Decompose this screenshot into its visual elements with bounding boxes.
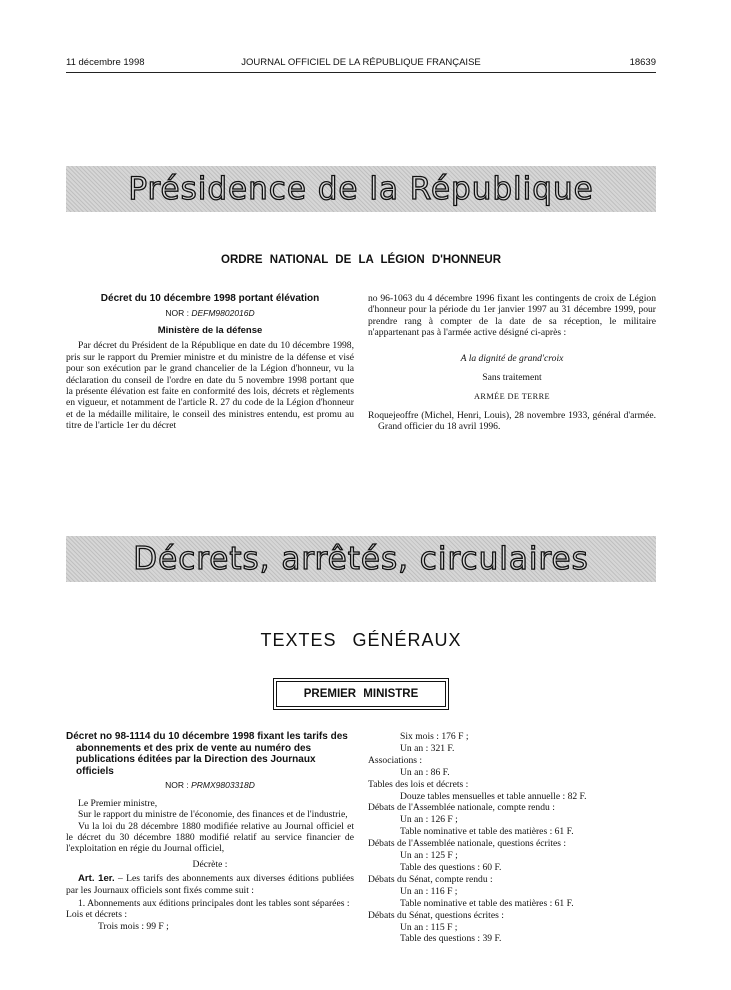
decree-body-text: Par décret du Président de la République en date du 10 décembre 1998, pris sur le rapport du Premier ministre et du ministre de la défense et visé pour son exécution par le grand chancelier de la Légion d'honneur, vu la déclaration du conseil de l'ordre en date du 5 novembre 1998 portant que la présente élévation est faite en conformité des lois, décrets et règlements en vigueur, et notamment de l'article R. 27 du code de la Légion d'honneur et de la médaille militaire, le conseil des ministres entendu, est promu au titre de l'article 1er du décret (66, 340, 354, 432)
item-1: 1. Abonnements aux éditions principales dont les tables sont séparées : (78, 898, 350, 910)
decree-title: Décret no 98-1114 du 10 décembre 1998 fixant les tarifs des abonnements et des prix de vente au numéro des publications éditées par la Direction des Journaux officiels (66, 731, 348, 777)
legion-left-column (66, 293, 354, 432)
decree-title: Décret du 10 décembre 1998 portant élévation (100, 293, 320, 304)
banner-title: Décrets, arrêtés, circulaires (133, 541, 589, 577)
paragraph-vu-loi: Vu la loi du 28 décembre 1880 modifiée relative au Journal officiel et le décret du 30 décembre 1880 modifié relatif au service financier de l'exploitation en régie du Journal officiel, (66, 820, 354, 855)
tariff-line: Un an : 125 F ; (400, 850, 458, 862)
tariff-category: Débats de l'Assemblée nationale, questions écrites : (368, 838, 567, 850)
tariff-category: Débats du Sénat, compte rendu : (368, 873, 493, 885)
tariff-line: Un an : 126 F ; (400, 814, 458, 826)
section-banner-presidence (66, 166, 656, 212)
header-date: 11 décembre 1998 (66, 57, 145, 68)
tariff-line: Table nominative et table des matières : 61 F. (400, 897, 574, 909)
lois-decrets-heading: Lois et décrets : (66, 909, 128, 921)
legion-right-column (368, 293, 656, 433)
treatment-heading: Sans traitement (482, 372, 542, 384)
premier-ministre-box (276, 681, 446, 707)
premier-ministre-label: PREMIER MINISTRE (303, 688, 419, 700)
decrete-heading: Décrète : (192, 858, 228, 870)
nor-reference (66, 780, 354, 791)
banner-title: Présidence de la République (128, 171, 594, 207)
tariff-category: Tables des lois et décrets : (368, 778, 469, 790)
ministry-heading: Ministère de la défense (157, 325, 263, 336)
tariff-category: Débats de l'Assemblée nationale, compte rendu : (368, 802, 555, 814)
header-page-number: 18639 (629, 57, 656, 68)
paragraph-premier-ministre: Le Premier ministre, (78, 797, 158, 809)
dignity-heading: A la dignité de grand'croix (460, 352, 564, 364)
decree-left-column (66, 731, 354, 932)
running-head (66, 56, 656, 73)
article-1-text: – Les tarifs des abonnements aux diverses éditions publiées par les Journaux officiels sont fixés comme suit : (66, 873, 354, 896)
decree-right-column (368, 731, 656, 945)
army-heading: ARMÉE DE TERRE (474, 392, 550, 402)
paragraph-rapport: Sur le rapport du ministre de l'économie, des finances et de l'industrie, (78, 809, 348, 821)
tariff-category: Débats du Sénat, questions écrites : (368, 909, 504, 921)
section-banner-decrets (66, 536, 656, 582)
nor-label: NOR : (165, 307, 189, 318)
tariff-line: Table des questions : 60 F. (400, 861, 502, 873)
legion-heading: ORDRE NATIONAL DE LA LÉGION D'HONNEUR (221, 254, 501, 266)
nor-code: PRMX9803318D (191, 780, 255, 791)
tariff-line: Douze tables mensuelles et table annuelle : 82 F. (400, 790, 587, 802)
tariff-line: Un an : 321 F. (400, 742, 455, 754)
article-1-label: Art. 1er. (78, 873, 115, 885)
tariff-line: Un an : 115 F ; (400, 921, 458, 933)
nor-label: NOR : (165, 780, 189, 791)
tariff-line: Six mois : 176 F ; (400, 731, 469, 742)
tariff-line: Un an : 116 F ; (400, 885, 458, 897)
promoted-person: Roquejeoffre (Michel, Henri, Louis), 28 novembre 1933, général d'armée. Grand officier du 18 avril 1996. (368, 409, 656, 433)
article-1 (66, 873, 354, 896)
nor-reference (66, 308, 354, 319)
nor-code: DEFM9802016D (191, 307, 255, 318)
tariff-line: Un an : 86 F. (400, 766, 450, 778)
tariff-line: Table des questions : 39 F. (400, 933, 502, 945)
tariff-category: Associations : (368, 754, 423, 766)
tariff-line: Trois mois : 99 F ; (98, 920, 169, 932)
header-journal-title: JOURNAL OFFICIEL DE LA RÉPUBLIQUE FRANÇAISE (241, 57, 481, 68)
textes-generaux-heading: TEXTES GÉNÉRAUX (260, 630, 462, 650)
tariff-line: Table nominative et table des matières : 61 F. (400, 826, 574, 838)
decree-body-continued: no 96-1063 du 4 décembre 1996 fixant les contingents de croix de Légion d'honneur pour la période du 1er janvier 1997 au 31 décembre 1999, pour prendre rang à compter de la date de sa réception, le militaire n'appartenant pas à l'armée active désigné ci-après : (368, 293, 656, 339)
